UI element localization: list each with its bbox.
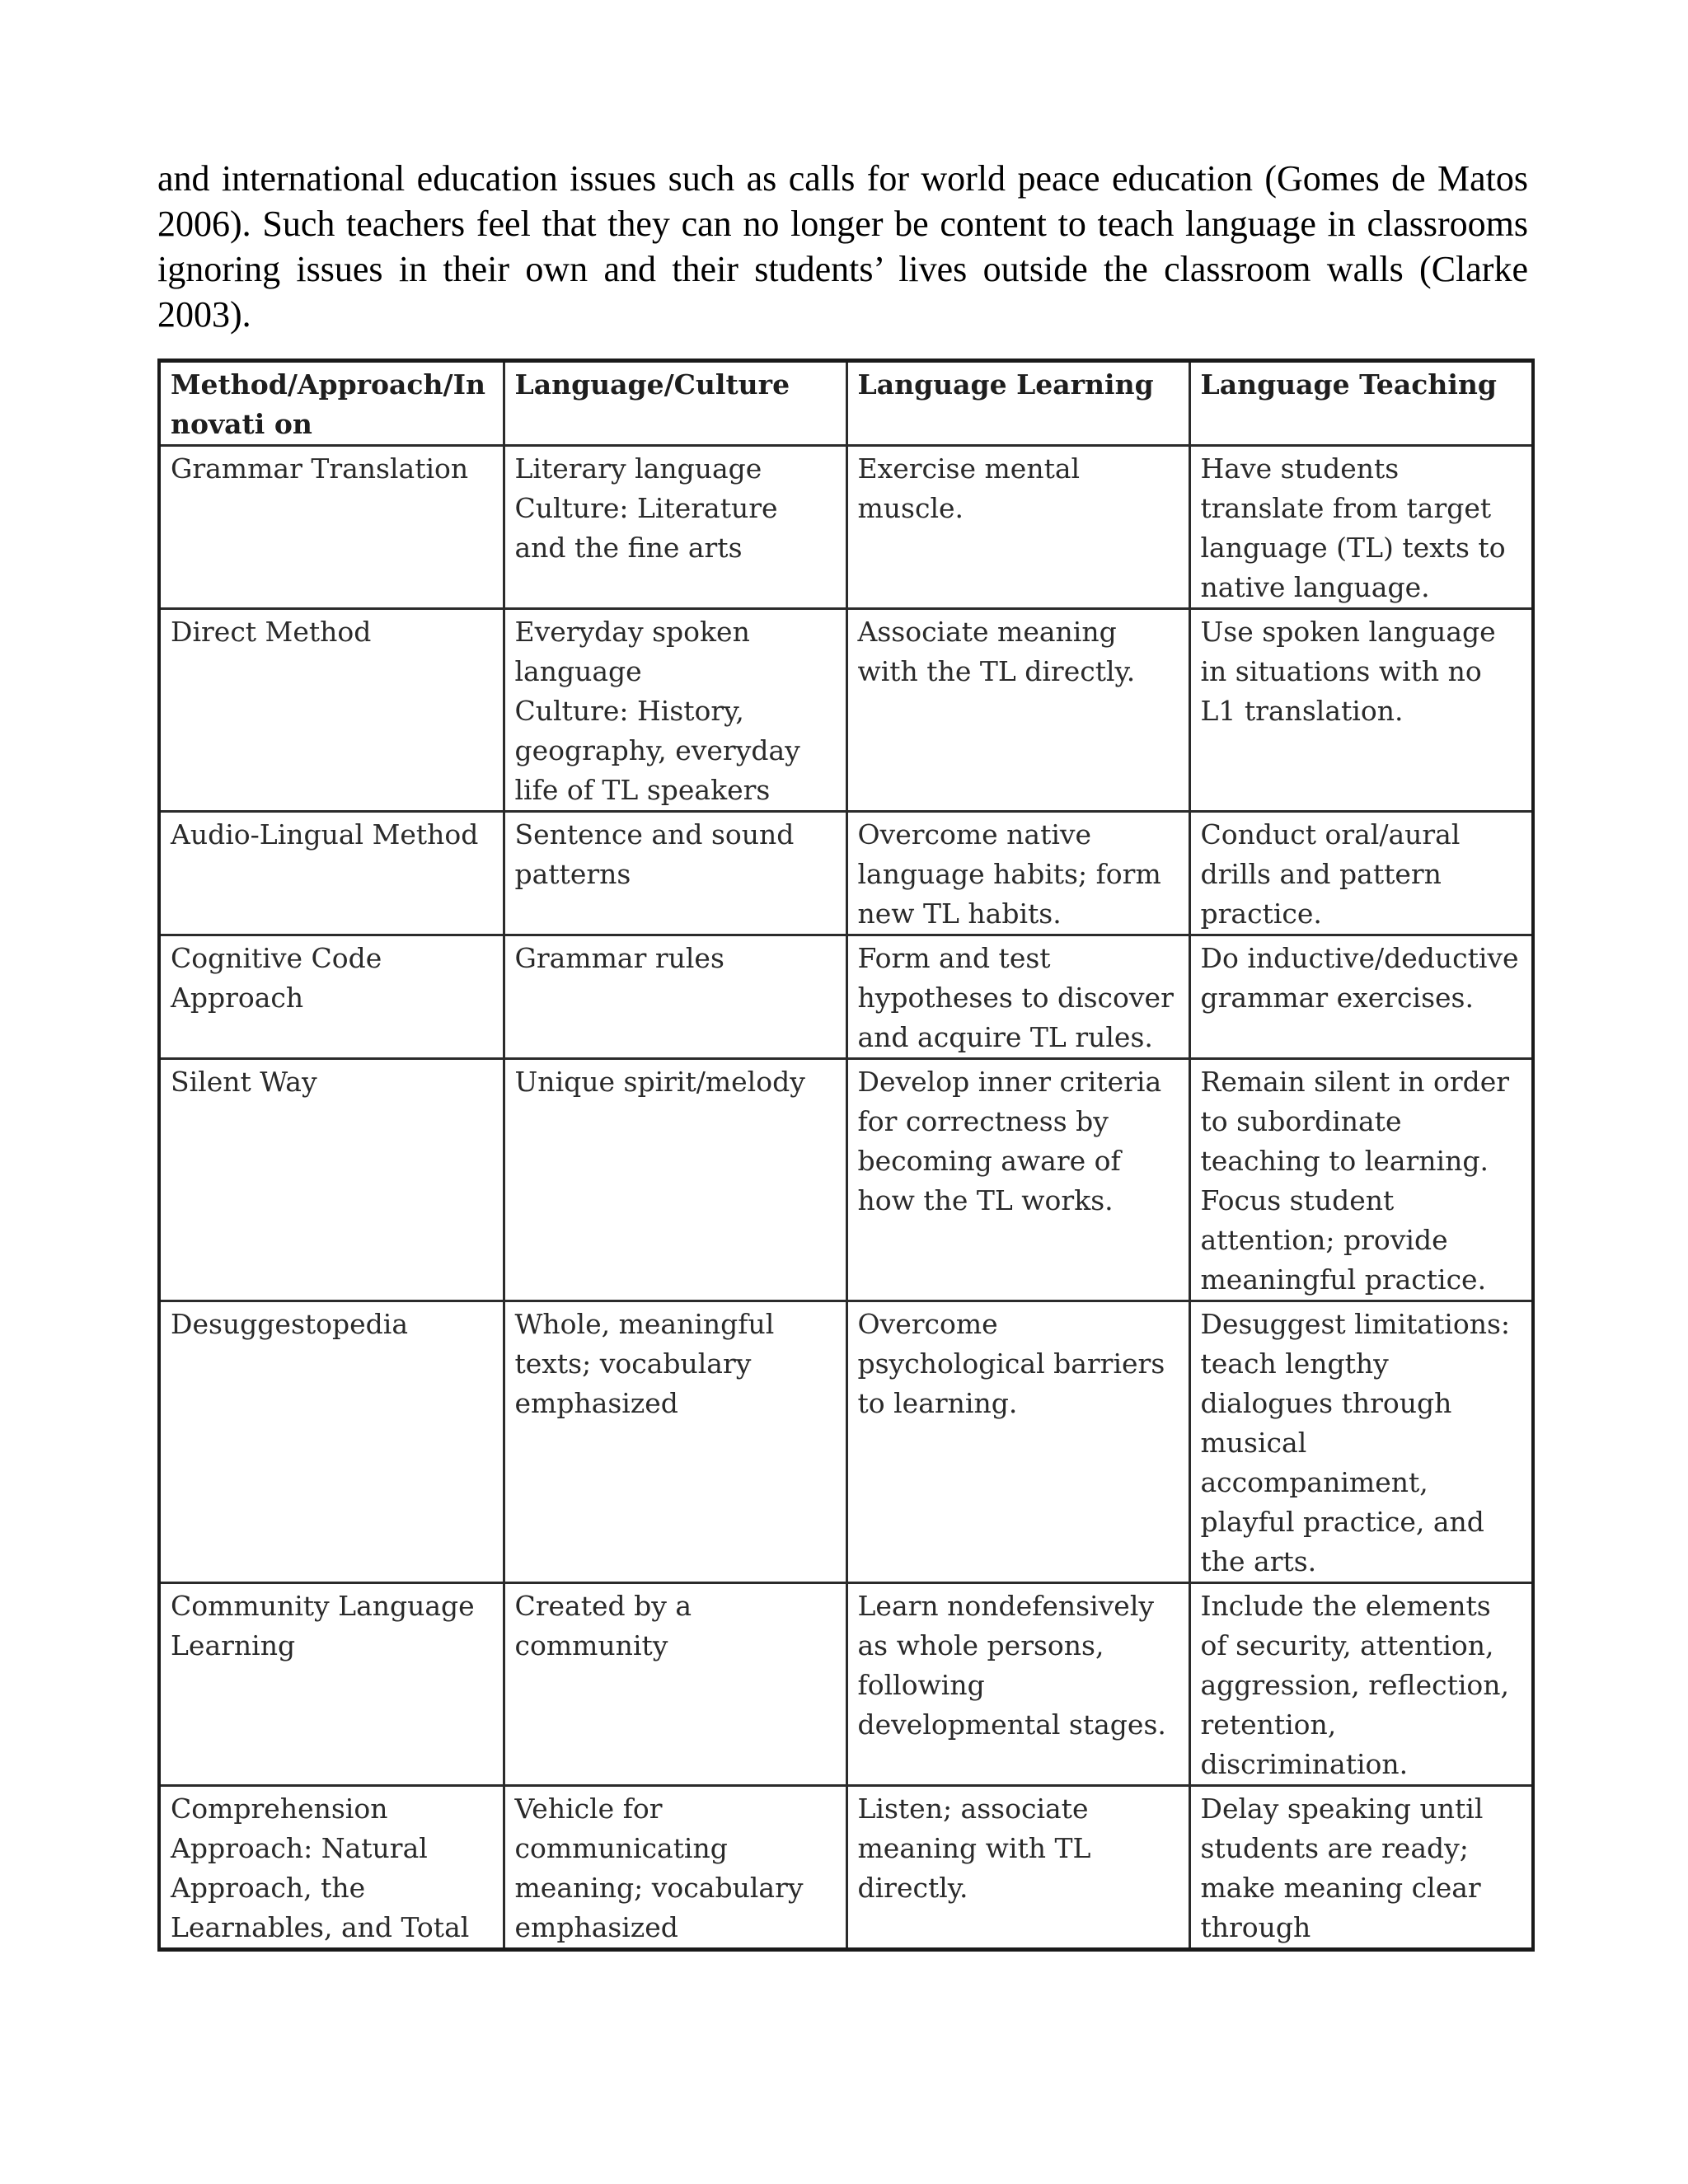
table-row bbox=[159, 609, 1533, 812]
header-language-teaching: Language Teaching bbox=[1189, 361, 1533, 446]
table-header-row bbox=[159, 361, 1533, 446]
table-cell: Form and test hypotheses to discover and acquire TL rules. bbox=[846, 935, 1189, 1059]
table-cell: Learn nondefensively as whole persons, following developmental stages. bbox=[846, 1583, 1189, 1786]
table-cell: Use spoken language in situations with no L1 translation. bbox=[1189, 609, 1533, 812]
header-language-learning: Language Learning bbox=[846, 361, 1189, 446]
table-cell: Desuggest limitations: teach lengthy dialogues through musical accompaniment, playful practice, and the arts. bbox=[1189, 1301, 1533, 1583]
table-cell: Literary language Culture: Literature and the fine arts bbox=[504, 446, 846, 609]
table-row bbox=[159, 1301, 1533, 1583]
table-cell: Have students translate from target language (TL) texts to native language. bbox=[1189, 446, 1533, 609]
table-cell: Remain silent in order to subordinate teaching to learning. Focus student attention; provide meaningful practice. bbox=[1189, 1059, 1533, 1301]
table-cell: Overcome native language habits; form new TL habits. bbox=[846, 812, 1189, 935]
methods-table bbox=[157, 359, 1535, 1952]
table-cell: Do inductive/deductive grammar exercises. bbox=[1189, 935, 1533, 1059]
table-cell: Sentence and sound patterns bbox=[504, 812, 846, 935]
table-row bbox=[159, 1059, 1533, 1301]
table-cell: Exercise mental muscle. bbox=[846, 446, 1189, 609]
table-cell: Unique spirit/melody bbox=[504, 1059, 846, 1301]
body-paragraph: and international education issues such as calls for world peace education (Gomes de Matos 2006). Such teachers feel that they can no longer be content to teach language in classrooms ignoring issues in their own and their students’ lives outside the classroom walls (Clarke 2003). bbox=[157, 158, 1528, 335]
table-cell: Conduct oral/aural drills and pattern practice. bbox=[1189, 812, 1533, 935]
table-cell: Vehicle for communicating meaning; vocabulary emphasized bbox=[504, 1786, 846, 1950]
table-row bbox=[159, 446, 1533, 609]
table-row bbox=[159, 812, 1533, 935]
table-cell: Listen; associate meaning with TL directly. bbox=[846, 1786, 1189, 1950]
table-row bbox=[159, 935, 1533, 1059]
table-row bbox=[159, 1786, 1533, 1950]
table-cell: Audio-Lingual Method bbox=[159, 812, 504, 935]
table-cell: Desuggestopedia bbox=[159, 1301, 504, 1583]
table-cell: Associate meaning with the TL directly. bbox=[846, 609, 1189, 812]
table-cell: Cognitive Code Approach bbox=[159, 935, 504, 1059]
table-cell: Comprehension Approach: Natural Approach, the Learnables, and Total bbox=[159, 1786, 504, 1950]
table-row bbox=[159, 1583, 1533, 1786]
table-cell: Everyday spoken language Culture: History, geography, everyday life of TL speakers bbox=[504, 609, 846, 812]
methods-table-container bbox=[157, 359, 1531, 1952]
table-cell: Develop inner criteria for correctness by becoming aware of how the TL works. bbox=[846, 1059, 1189, 1301]
table-cell: Delay speaking until students are ready; make meaning clear through bbox=[1189, 1786, 1533, 1950]
table-cell: Community Language Learning bbox=[159, 1583, 504, 1786]
table-cell: Silent Way bbox=[159, 1059, 504, 1301]
table-cell: Created by a community bbox=[504, 1583, 846, 1786]
table-cell: Grammar Translation bbox=[159, 446, 504, 609]
table-cell: Whole, meaningful texts; vocabulary emphasized bbox=[504, 1301, 846, 1583]
table-cell: Grammar rules bbox=[504, 935, 846, 1059]
header-method: Method/Approach/Innovati on bbox=[159, 361, 504, 446]
table-cell: Include the elements of security, attention, aggression, reflection, retention, discrimination. bbox=[1189, 1583, 1533, 1786]
table-cell: Overcome psychological barriers to learning. bbox=[846, 1301, 1189, 1583]
table-cell: Direct Method bbox=[159, 609, 504, 812]
header-language-culture: Language/Culture bbox=[504, 361, 846, 446]
